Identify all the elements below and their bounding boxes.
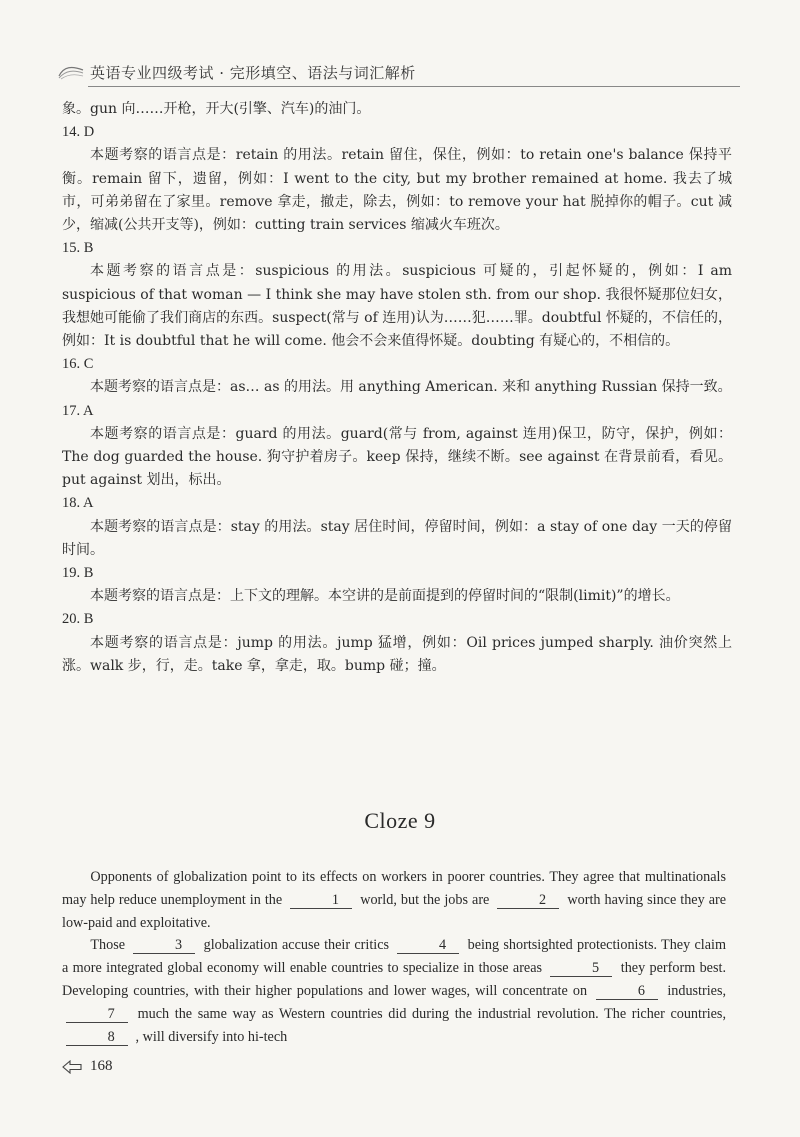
answer-number: 19. B (62, 565, 94, 582)
blank-3[interactable]: 3 (133, 937, 195, 954)
answer-number: 14. D (62, 124, 95, 141)
page-footer (62, 1058, 113, 1075)
blank-4[interactable]: 4 (397, 937, 459, 954)
answer-explanation: 本题考察的语言点是：jump 的用法。jump 猛增，例如：Oil prices jumped sharply. 油价突然上涨。walk 步，行，走。take 拿，拿走，取。bump 碰；撞。 (62, 634, 732, 674)
passage-text: Opponents of globalization point to its effects on workers in poorer countries. They agree that multinationals may help reduce unemployment in the (62, 869, 726, 908)
header-rule (88, 86, 740, 87)
answer-number: 18. A (62, 495, 94, 512)
passage-text: world, but the jobs are (360, 891, 490, 908)
passage-text: worth having since they are low-paid and exploitative. (62, 891, 727, 931)
answer-explanations (62, 98, 732, 678)
answer-explanation: 本题考察的语言点是：as… as 的用法。用 anything American. 来和 anything Russian 保持一致。 (90, 379, 732, 396)
blank-1[interactable]: 1 (290, 892, 352, 909)
blank-2[interactable]: 2 (497, 892, 559, 909)
header-title: 英语专业四级考试 · 完形填空、语法与词汇解析 (90, 64, 416, 82)
passage-text: being shortsighted protectionists. They claim a more integrated global economy will enable countries to specialize in those areas (62, 937, 726, 977)
answer-number: 20. B (62, 611, 94, 628)
page-number: 168 (90, 1058, 113, 1074)
passage-text: they perform best. Developing countries, with their higher populations and lower wages, will concentrate on (62, 960, 726, 999)
section-title: Cloze 9 (364, 808, 436, 833)
passage-text: Those (90, 937, 126, 954)
passage-paragraph (62, 866, 726, 934)
passage-text: industries, (667, 982, 727, 999)
running-header (58, 58, 740, 88)
passage-text: much the same way as Western countries did during the industrial revolution. The richer countries, (137, 1005, 726, 1022)
blank-6[interactable]: 6 (596, 983, 658, 1000)
answer-number: 17. A (62, 402, 94, 419)
blank-8[interactable]: 8 (66, 1029, 128, 1046)
passage-text: , will diversify into hi-tech (135, 1028, 288, 1045)
continued-text: 象。gun 向……开枪，开大(引擎、汽车)的油门。 (62, 101, 371, 117)
header-ornament-icon (58, 64, 84, 80)
answer-explanation: 本题考察的语言点是：retain 的用法。retain 留住，保住，例如：to retain one's balance 保持平衡。remain 留下，遗留，例如：I went to the city, but my brother remained at home. 我去了城市，可弟弟留在了家里。remove 拿走，撤走，除去，例如：to remove your hat 脱掉你的帽子。cut 减少，缩减(公共开支等)，例如：cutting train services 缩减火车班次。 (62, 147, 732, 234)
answer-explanation: 本题考察的语言点是：suspicious 的用法。suspicious 可疑的，引起怀疑的，例如：I am suspicious of that woman — I think she may have stolen sth. from our shop. 我很怀疑那位妇女，我想她可能偷了我们商店的东西。suspect(常与 of 连用)认为……犯……罪。doubtful 怀疑的，不信任的，例如：It is doubtful that he will come. 他会不会来值得怀疑。doubting 有疑心的，不相信的。 (62, 263, 732, 350)
blank-7[interactable]: 7 (66, 1006, 128, 1023)
answer-explanation: 本题考察的语言点是：上下文的理解。本空讲的是前面提到的停留时间的“限制(limit)”的增长。 (90, 588, 680, 605)
passage-paragraph (62, 934, 726, 1048)
cloze-passage (62, 866, 726, 1048)
passage-text: globalization accuse their critics (203, 937, 390, 954)
blank-5[interactable]: 5 (550, 960, 612, 977)
answer-number: 15. B (62, 240, 94, 257)
left-arrow-icon (62, 1060, 82, 1074)
answer-explanation: 本题考察的语言点是：stay 的用法。stay 居住时间，停留时间，例如：a stay of one day 一天的停留时间。 (62, 518, 732, 558)
answer-explanation: 本题考察的语言点是：guard 的用法。guard(常与 from, against 连用)保卫，防守，保护，例如：The dog guarded the house. 狗守护着房子。keep 保持，继续不断。see against 在背景前看，看见。put against 划出，标出。 (62, 425, 732, 489)
answer-number: 16. C (62, 356, 94, 373)
